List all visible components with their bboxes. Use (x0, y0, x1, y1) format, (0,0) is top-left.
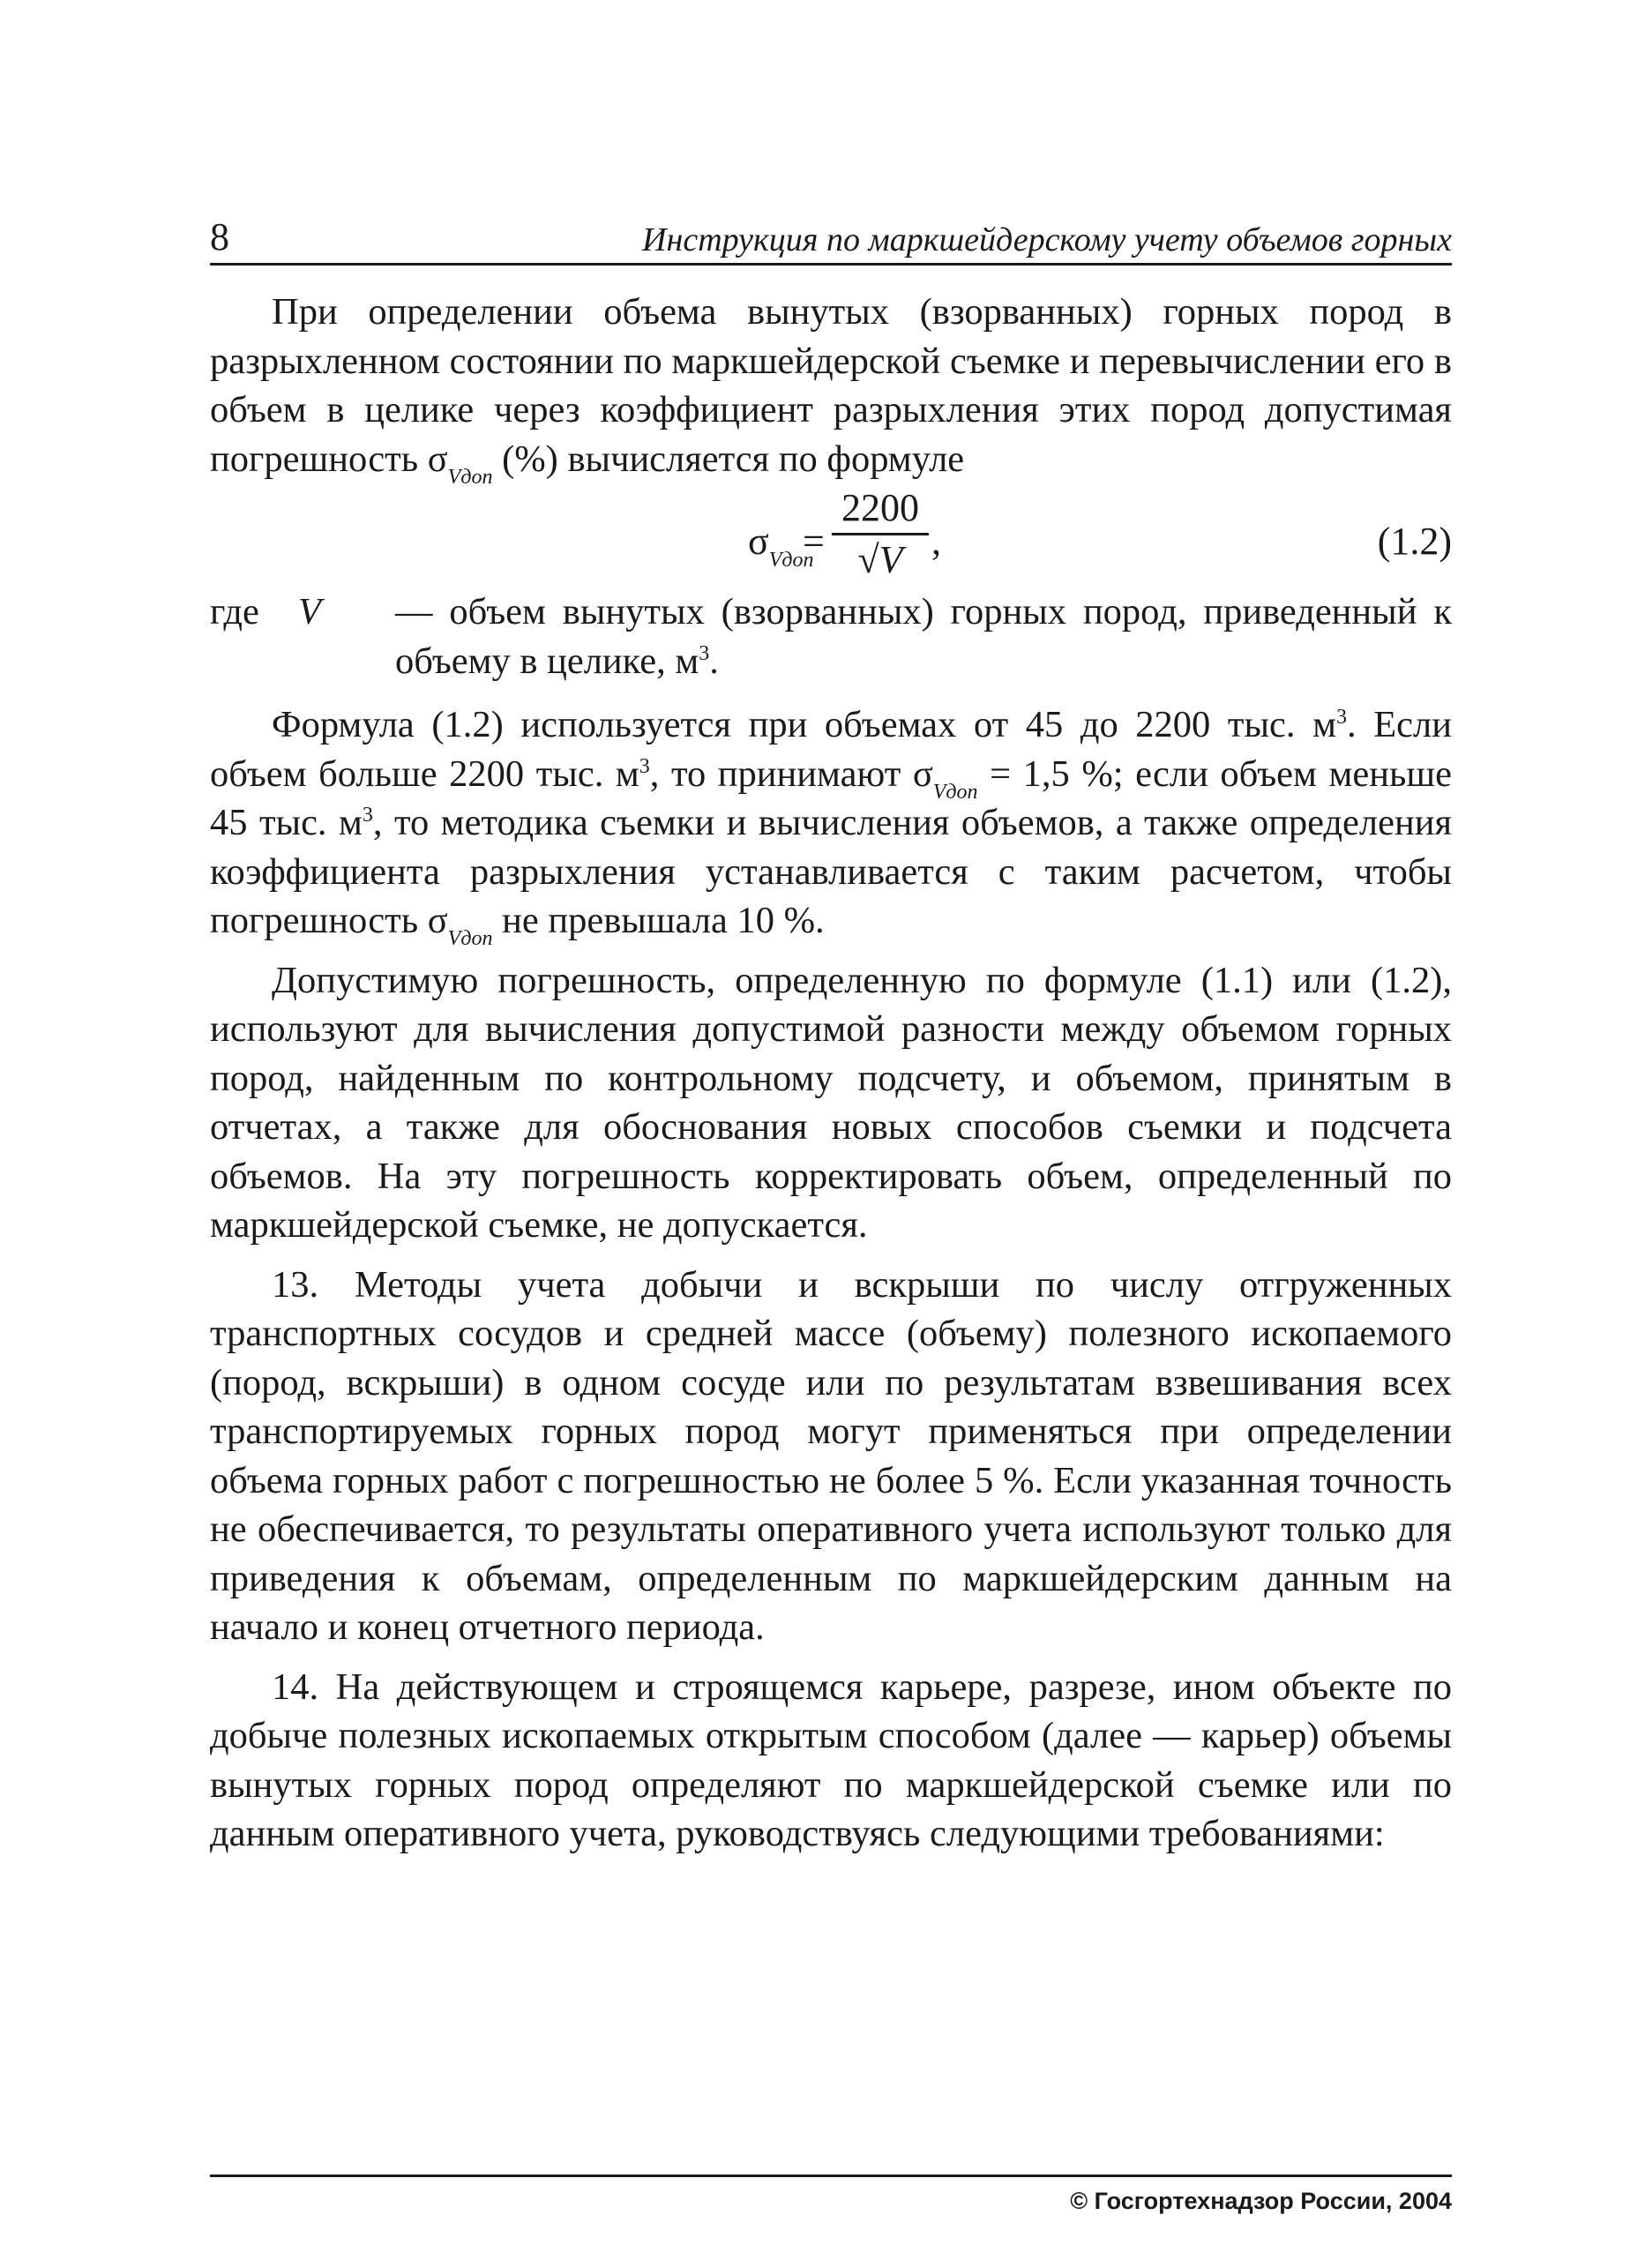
formula-lhs: $\sigma_{Vдоп}$ (748, 520, 814, 572)
paragraph-2: Формула (1.2) используется при объемах от 45 до 2200 тыс. $м^3$. Если объем больше 2200 тыс. $м^3$, то принимают $\sigma_{Vдоп} = 1,5$ %; если объем меньше 45 тыс. $м^3$, то методика съемки и вычисления объемов, а также определения коэффициента разрыхления устанавливается с таким расчетом, чтобы погрешность $\sigma_{Vдоп}$ не превышала 10 %. (210, 704, 1453, 950)
paragraph-1: При определении объема вынутых (взорванных) горных пород в разрыхленном состоянии по маркшейдерской съемке и перевычислении его в объем в целике через коэффициент разрыхления этих пород допустимая погрешность $\sigma_{Vдоп}$ (%) вычисляется по формуле (210, 291, 1452, 489)
paragraph-3: Допустимую погрешность, определенную по формуле (1.1) или (1.2), используют для вычисления допустимой разности между объемом горных пород, найденным по контрольному подсчету, и объемом, принятым в отчетах, а также для обоснования новых способов съемки и подсчета объемов. На эту погрешность корректировать объем, определенный по маркшейдерской съемке, не допускается. (210, 959, 1452, 1246)
where-definition: — объем вынутых (взорванных) горных пород, приведенный к объему в целике, $м^3$. (395, 591, 1452, 682)
formula-number: (1.2) (1377, 520, 1452, 563)
formula-comma: , (931, 520, 941, 563)
footer-copyright: © Госгортехнадзор России, 2004 (1070, 2188, 1452, 2214)
page-number: 8 (210, 215, 229, 258)
running-title: Инструкция по маркшейдерскому учету объемов горных (642, 221, 1452, 258)
formula-1-2 (210, 483, 1452, 588)
page-header (210, 212, 1452, 266)
where-variable: V (298, 591, 321, 632)
paragraph-4: 13. Методы учета добычи и вскрыши по числу отгруженных транспортных сосудов и средней массе (объему) полезного ископаемого (пород, вскрыши) в одном сосуде или по результатам взвешивания всех транспортируемых горных пород могут применяться при определении объема горных работ с погрешностью не более 5 %. Если указанная точность не обеспечивается, то результаты оперативного учета используют только для приведения к объемам, определенным по маркшейдерским данным на начало и конец отчетного периода. (210, 1263, 1452, 1648)
formula-equals: = (803, 520, 825, 563)
body-text (210, 288, 1452, 1859)
formula-numerator: 2200 (832, 483, 929, 535)
formula-fraction (832, 483, 929, 585)
paragraph-5: 14. На действующем и строящемся карьере, разрезе, ином объекте по добыче полезных ископаемых открытым способом (далее — карьер) объемы вынутых горных пород определяют по маркшейдерской съемке или по данным оперативного учета, руководствуясь следующими требованиями: (210, 1665, 1452, 1854)
footer-divider (210, 2174, 1452, 2177)
formula-denominator: √V (857, 538, 903, 581)
where-clause (210, 588, 1452, 690)
where-word: где (210, 591, 259, 632)
